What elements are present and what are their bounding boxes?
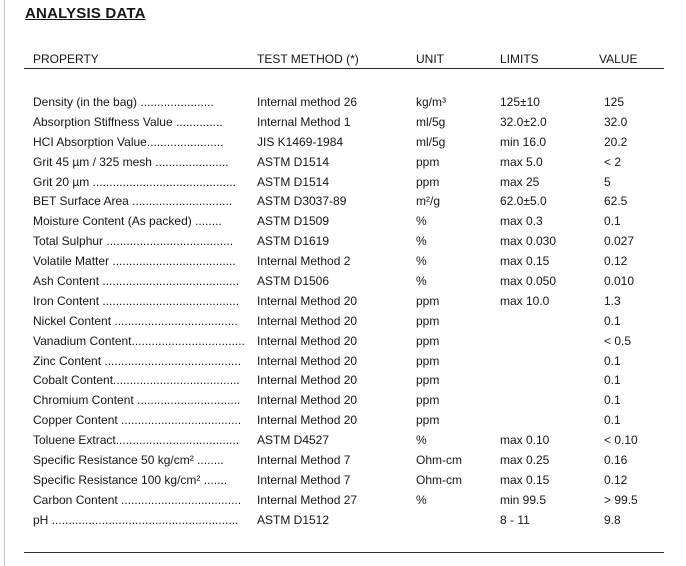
- property-cell: Cobalt Content......................................: [33, 373, 240, 388]
- limits-cell: max 0.15: [500, 254, 550, 269]
- document-title: ANALYSIS DATA: [25, 5, 146, 22]
- table-row: [0, 231, 686, 251]
- test-method-cell: ASTM D1514: [257, 154, 330, 169]
- analysis-table-body: [0, 92, 686, 530]
- property-cell: Carbon Content ....................................: [33, 492, 242, 507]
- header-divider: [24, 68, 664, 69]
- unit-cell: ppm: [416, 293, 440, 308]
- table-header: [0, 52, 686, 68]
- test-method-cell: Internal Method 20: [257, 333, 358, 348]
- table-row: [0, 490, 686, 510]
- property-cell: Chromium Content ...............................: [33, 393, 241, 408]
- test-method-cell: Internal Method 20: [257, 393, 358, 408]
- column-header-test-method: TEST METHOD (*): [257, 52, 359, 66]
- table-row: [0, 370, 686, 390]
- table-row: [0, 152, 686, 172]
- unit-cell: ppm: [416, 413, 440, 428]
- table-row: [0, 271, 686, 291]
- unit-cell: Ohm-cm: [416, 472, 462, 487]
- limits-cell: max 5.0: [500, 154, 543, 169]
- table-row: [0, 390, 686, 410]
- table-row: [0, 291, 686, 311]
- unit-cell: ppm: [416, 333, 440, 348]
- value-cell: 0.1: [604, 313, 621, 328]
- value-cell: 0.16: [604, 453, 628, 468]
- property-cell: Toluene Extract.....................................: [33, 433, 240, 448]
- limits-cell: min 16.0: [500, 134, 547, 149]
- property-cell: Grit 45 µm / 325 mesh ......................: [33, 154, 229, 169]
- property-cell: Volatile Matter .....................................: [33, 254, 236, 269]
- limits-cell: 32.0±2.0: [500, 114, 547, 129]
- table-row: [0, 211, 686, 231]
- value-cell: 0.1: [604, 353, 621, 368]
- test-method-cell: ASTM D1509: [257, 214, 330, 229]
- unit-cell: %: [416, 234, 427, 249]
- test-method-cell: ASTM D1512: [257, 512, 330, 527]
- test-method-cell: Internal Method 2: [257, 254, 351, 269]
- table-row: [0, 251, 686, 271]
- limits-cell: min 99.5: [500, 492, 547, 507]
- column-header-limits: LIMITS: [500, 52, 539, 66]
- value-cell: < 0.5: [604, 333, 632, 348]
- test-method-cell: Internal Method 20: [257, 313, 358, 328]
- limits-cell: max 10.0: [500, 293, 550, 308]
- column-header-value: VALUE: [599, 52, 638, 66]
- unit-cell: %: [416, 254, 427, 269]
- test-method-cell: Internal Method 7: [257, 472, 351, 487]
- test-method-cell: Internal Method 20: [257, 353, 358, 368]
- column-header-property: PROPERTY: [33, 52, 99, 66]
- limits-cell: 8 - 11: [500, 512, 530, 527]
- test-method-cell: ASTM D1514: [257, 174, 330, 189]
- test-method-cell: Internal method 26: [257, 95, 358, 109]
- test-method-cell: Internal Method 20: [257, 293, 358, 308]
- unit-cell: ml/5g: [416, 114, 446, 129]
- table-row: [0, 450, 686, 470]
- test-method-cell: Internal Method 27: [257, 492, 358, 507]
- property-cell: Ash Content .........................................: [33, 274, 240, 289]
- unit-cell: ppm: [416, 313, 440, 328]
- unit-cell: ml/5g: [416, 134, 446, 149]
- limits-cell: 62.0±5.0: [500, 194, 547, 209]
- limits-cell: max 0.030: [500, 234, 557, 249]
- unit-cell: Ohm-cm: [416, 453, 462, 468]
- test-method-cell: ASTM D3037-89: [257, 194, 347, 209]
- test-method-cell: Internal Method 20: [257, 413, 358, 428]
- property-cell: Specific Resistance 50 kg/cm² ........: [33, 453, 224, 468]
- table-row: [0, 112, 686, 132]
- limits-cell: max 0.050: [500, 274, 557, 289]
- property-cell: Vanadium Content..................................: [33, 333, 245, 348]
- table-row: [0, 470, 686, 490]
- property-cell: pH ........................................................: [33, 512, 239, 527]
- table-row: [0, 351, 686, 371]
- property-cell: Specific Resistance 100 kg/cm² .......: [33, 472, 228, 487]
- table-row: [0, 331, 686, 351]
- test-method-cell: ASTM D1506: [257, 274, 330, 289]
- test-method-cell: Internal Method 1: [257, 114, 351, 129]
- value-cell: 0.12: [604, 472, 628, 487]
- test-method-cell: JIS K1469-1984: [257, 134, 344, 149]
- table-row: [0, 311, 686, 331]
- limits-cell: max 0.10: [500, 433, 550, 448]
- value-cell: > 99.5: [604, 492, 638, 507]
- value-cell: 5: [604, 174, 611, 189]
- unit-cell: ppm: [416, 154, 440, 169]
- unit-cell: ppm: [416, 393, 440, 408]
- value-cell: 62.5: [604, 194, 628, 209]
- value-cell: 0.1: [604, 214, 621, 229]
- column-header-unit: UNIT: [416, 52, 444, 66]
- value-cell: 0.027: [604, 234, 635, 249]
- property-cell: Total Sulphur ......................................: [33, 234, 234, 249]
- property-cell: Iron Content .........................................: [33, 293, 240, 308]
- property-cell: Density (in the bag) ......................: [33, 95, 214, 109]
- property-cell: Zinc Content .........................................: [33, 353, 242, 368]
- unit-cell: ppm: [416, 174, 440, 189]
- table-row: [0, 430, 686, 450]
- test-method-cell: Internal Method 7: [257, 453, 351, 468]
- limits-cell: max 25: [500, 174, 540, 189]
- value-cell: 0.010: [604, 274, 635, 289]
- value-cell: 32.0: [604, 114, 628, 129]
- limits-cell: max 0.15: [500, 472, 550, 487]
- table-row: [0, 191, 686, 211]
- unit-cell: %: [416, 274, 427, 289]
- property-cell: Copper Content ....................................: [33, 413, 242, 428]
- table-row: [0, 132, 686, 152]
- test-method-cell: ASTM D4527: [257, 433, 330, 448]
- value-cell: 0.1: [604, 373, 621, 388]
- limits-cell: 125±10: [500, 95, 540, 109]
- unit-cell: ppm: [416, 373, 440, 388]
- value-cell: < 2: [604, 154, 622, 169]
- table-row: [0, 92, 686, 112]
- test-method-cell: Internal Method 20: [257, 373, 358, 388]
- limits-cell: max 0.25: [500, 453, 550, 468]
- value-cell: 0.1: [604, 413, 621, 428]
- property-cell: BET Surface Area ..............................: [33, 194, 233, 209]
- unit-cell: kg/m³: [416, 95, 446, 109]
- value-cell: 0.1: [604, 393, 621, 408]
- property-cell: Nickel Content .....................................: [33, 313, 238, 328]
- unit-cell: %: [416, 492, 427, 507]
- table-row: [0, 172, 686, 192]
- value-cell: 20.2: [604, 134, 628, 149]
- property-cell: Grit 20 µm ...........................................: [33, 174, 236, 189]
- test-method-cell: ASTM D1619: [257, 234, 330, 249]
- property-cell: Absorption Stiffness Value ..............: [33, 114, 223, 129]
- limits-cell: max 0.3: [500, 214, 543, 229]
- value-cell: 0.12: [604, 254, 628, 269]
- table-bottom-divider: [24, 552, 664, 553]
- property-cell: HCI Absorption Value.......................: [33, 134, 224, 149]
- value-cell: 1.3: [604, 293, 621, 308]
- unit-cell: m²/g: [416, 194, 440, 209]
- value-cell: 9.8: [604, 512, 621, 527]
- value-cell: < 0.10: [604, 433, 638, 448]
- unit-cell: ppm: [416, 353, 440, 368]
- value-cell: 125: [604, 95, 625, 109]
- table-row: [0, 410, 686, 430]
- property-cell: Moisture Content (As packed) ........: [33, 214, 222, 229]
- unit-cell: %: [416, 433, 427, 448]
- unit-cell: %: [416, 214, 427, 229]
- table-row: [0, 510, 686, 530]
